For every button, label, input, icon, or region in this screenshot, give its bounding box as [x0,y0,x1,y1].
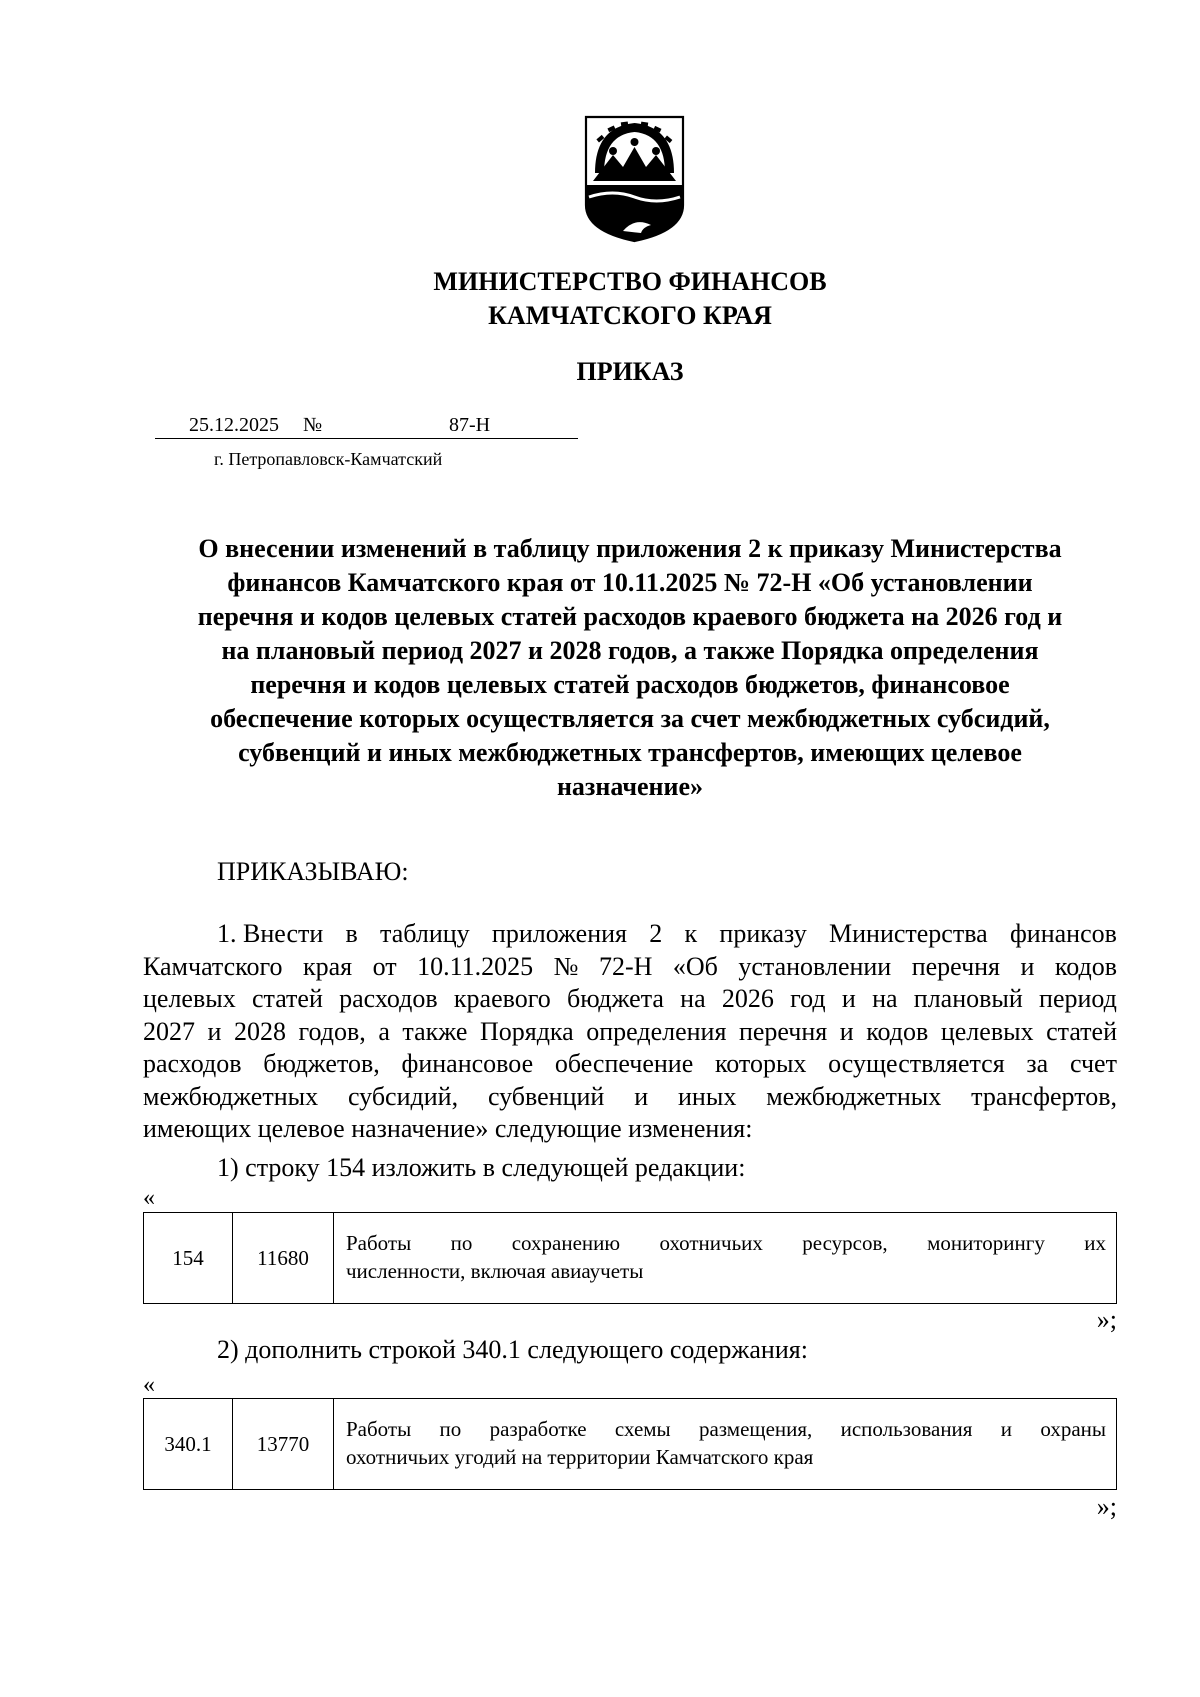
word: края [302,951,353,981]
order-number: 87-Н [449,414,491,436]
word: их [1084,1231,1106,1255]
word: осуществляется [828,1049,1005,1078]
word: № [553,951,579,981]
word: Министерства [829,919,988,948]
word: приложения [491,919,628,948]
subject-line: финансов Камчатского края от 10.11.2025 № 72-Н «Об установлении [227,568,1033,597]
word: «Об [672,951,718,981]
orders-heading: ПРИКАЗЫВАЮ: [217,857,409,886]
word: бюджетов, [263,1049,380,1078]
change-item-1: 1) строку 154 изложить в следующей редакции: [217,1153,746,1182]
subject-line: субвенций и иных межбюджетных трансфертов, имеющих целевое [238,738,1022,767]
table-row [144,1399,1117,1490]
row-description-cell [334,1399,1117,1490]
word: статей [1046,1016,1117,1046]
document-type-title: ПРИКАЗ [576,357,684,386]
word: трансфертов, [971,1081,1117,1111]
word: использования [840,1417,973,1441]
word: 72-Н [598,951,653,981]
subject-line: на плановый период 2027 и 2028 годов, а также Порядка определения [221,636,1039,665]
word: 2 [649,919,663,948]
word: и [634,1081,649,1111]
word: годов, [298,1016,366,1046]
word: определения [586,1016,727,1046]
word: кодов [866,1016,929,1046]
word: счет [1069,1049,1117,1078]
word: 2027 [143,1016,195,1046]
word: таблицу [380,919,470,948]
word: 10.11.2025 [417,951,534,981]
row-number-cell: 340.1 [144,1399,233,1490]
paragraph-line [143,983,1117,1016]
word: 2026 [721,984,774,1013]
word: 1. Внести [217,919,324,948]
word: финансов [1009,919,1117,948]
closing-quote: »; [1096,1305,1117,1334]
word: субвенций [487,1081,605,1111]
word: мониторингу [927,1231,1045,1255]
row-code-cell: 11680 [233,1213,334,1304]
word: за [1026,1049,1049,1078]
word: Порядка [479,1016,574,1046]
subject-line: обеспечение которых осуществляется за счет межбюджетных субсидий, [210,704,1050,733]
subject-line: перечня и кодов целевых статей расходов бюджетов, финансовое [250,670,1010,699]
opening-quote: « [143,1372,155,1398]
word: краевого [453,984,551,1013]
word: охраны [1040,1417,1106,1441]
word: иных [678,1081,737,1111]
word: и [207,1016,222,1046]
word: размещения, [698,1417,813,1441]
description-line [346,1415,1106,1443]
subject-line: О внесении изменений в таблицу приложения 2 к приказу Министерства [198,534,1062,563]
word: бюджета [566,984,664,1013]
table-row [144,1213,1117,1304]
subject-line: назначение» [556,772,704,801]
word: целевых [143,984,236,1013]
number-sign: № [303,414,323,436]
word: на [872,984,898,1013]
word: по [439,1417,462,1441]
order-subject-title [150,532,1110,804]
word: Работы [346,1417,412,1441]
word: Работы [346,1231,412,1255]
budget-row-table [143,1212,1117,1304]
word: и [841,984,856,1013]
paragraph-line [143,918,1117,951]
word: целевых [940,1016,1034,1046]
word: и [1020,951,1035,981]
word: к [684,919,698,948]
word: год [790,984,826,1013]
ministry-name-line1: МИНИСТЕРСТВО ФИНАНСОВ [433,267,827,296]
row-number-cell: 154 [144,1213,233,1304]
word: по [450,1231,473,1255]
word: субсидий, [347,1081,459,1111]
city-name: г. Петропавловск-Камчатский [214,449,443,469]
word: перечня [738,1016,828,1046]
paragraph-line [143,951,1117,984]
paragraph-line: имеющих целевое назначение» следующие изменения: [143,1114,753,1143]
word: на [680,984,706,1013]
opening-quote: « [143,1185,155,1211]
word: расходов [339,984,438,1013]
word: разработке [489,1417,587,1441]
word: охотничьих [659,1231,763,1255]
word: ресурсов, [802,1231,888,1255]
word: период [1039,984,1117,1013]
word: плановый [913,984,1023,1013]
word: межбюджетных [143,1081,319,1111]
word: сохранению [511,1231,621,1255]
word: Камчатского [143,951,283,981]
word: статей [251,984,323,1013]
coat-of-arms-emblem [583,113,686,243]
description-line: охотничьих угодий на территории Камчатского края [346,1445,814,1469]
word: кодов [1054,951,1117,981]
word: схемы [614,1417,671,1441]
description-line: численности, включая авиаучеты [346,1259,644,1283]
word: приказу [719,919,807,948]
word: в [345,919,358,948]
change-item-2: 2) дополнить строкой 340.1 следующего содержания: [217,1335,808,1364]
word: и [839,1016,854,1046]
paragraph-line [143,1016,1117,1049]
word: расходов [143,1049,242,1078]
word: перечня [911,951,1001,981]
word: 2028 [233,1016,286,1046]
word: финансовое [401,1049,534,1078]
paragraph-line [143,1081,1117,1114]
paragraph-line [143,1048,1117,1081]
registration-line [155,412,578,439]
word: межбюджетных [766,1081,942,1111]
closing-quote: »; [1096,1492,1117,1521]
order-date: 25.12.2025 [189,414,279,436]
word: от [372,951,397,981]
word: также [402,1016,468,1046]
ministry-name-line2: КАМЧАТСКОГО КРАЯ [488,301,772,330]
word: обеспечение [554,1049,694,1078]
row-code-cell: 13770 [233,1399,334,1490]
word: установлении [738,951,892,981]
word: и [1000,1417,1013,1441]
budget-row-table [143,1398,1117,1490]
word: а [378,1016,390,1046]
word: которых [714,1049,807,1078]
paragraph-1 [143,918,1117,1146]
description-line [346,1229,1106,1257]
row-description-cell [334,1213,1117,1304]
subject-line: перечня и кодов целевых статей расходов краевого бюджета на 2026 год и [197,602,1063,631]
